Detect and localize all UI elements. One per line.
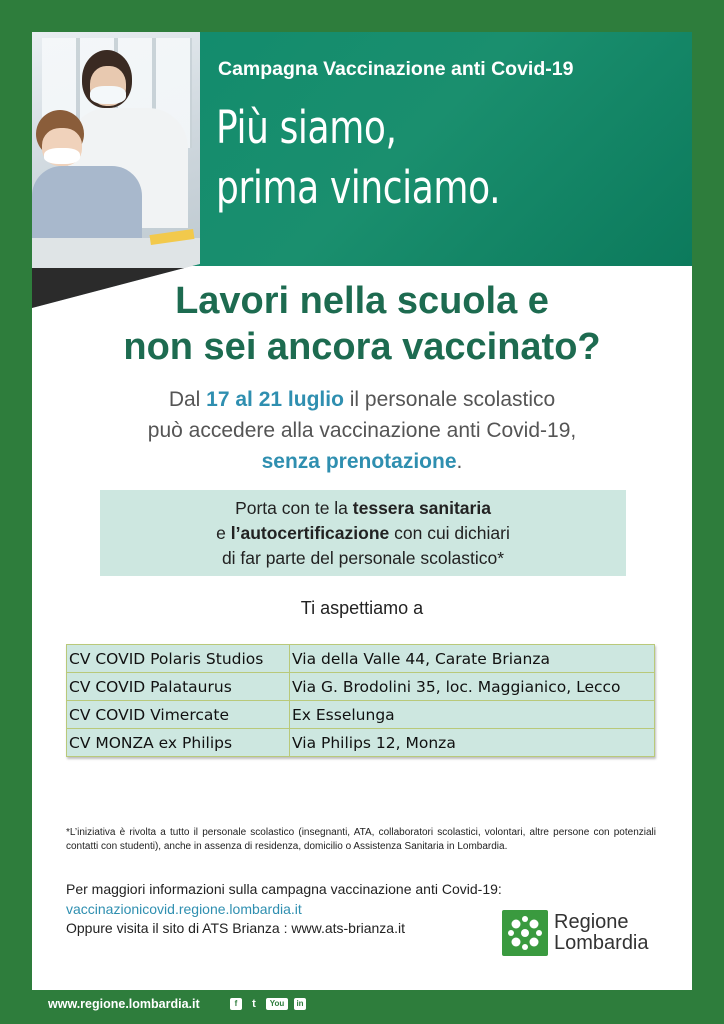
- slogan-line-2: prima vinciamo.: [216, 161, 501, 214]
- center-name: CV COVID Polaris Studios: [67, 645, 290, 673]
- center-name: CV MONZA ex Philips: [67, 729, 290, 757]
- slogan: [216, 98, 584, 218]
- logo-line-2: Lombardia: [554, 932, 649, 954]
- table-row: [67, 729, 655, 757]
- campaign-title: Campagna Vaccinazione anti Covid-19: [218, 58, 574, 80]
- campaign-link[interactable]: vaccinazionicovid.regione.lombardia.it: [66, 900, 302, 917]
- teacher-student-photo: [32, 32, 200, 308]
- dates-highlight: 17 al 21 luglio: [206, 388, 344, 411]
- documents-box: Porta con te la tessera sanitaria e l’autocertificazione con cui dichiari di far parte del personale scolastico*: [100, 490, 626, 576]
- youtube-icon[interactable]: You: [266, 998, 288, 1010]
- center-address: Via Philips 12, Monza: [290, 729, 655, 757]
- social-links: [230, 997, 306, 1011]
- center-address: Via della Valle 44, Carate Brianza: [290, 645, 655, 673]
- facebook-icon[interactable]: f: [230, 998, 242, 1010]
- slogan-line-1: Più siamo,: [216, 101, 397, 154]
- poster: [32, 32, 692, 990]
- center-address: Via G. Brodolini 35, loc. Maggianico, Lecco: [290, 673, 655, 701]
- regione-lombardia-logo: [502, 910, 672, 960]
- ats-link-text[interactable]: Oppure visita il sito di ATS Brianza : www.ats-brianza.it: [66, 920, 405, 936]
- table-row: [67, 673, 655, 701]
- linkedin-icon[interactable]: in: [294, 998, 306, 1010]
- no-booking-highlight: senza prenotazione: [261, 450, 457, 473]
- lombardia-rose-icon: [502, 910, 548, 956]
- table-row: [67, 701, 655, 729]
- headline-line-2: non sei ancora vaccinato?: [123, 326, 601, 368]
- center-name: CV COVID Vimercate: [67, 701, 290, 729]
- center-name: CV COVID Palataurus: [67, 673, 290, 701]
- main-headline: [32, 278, 692, 370]
- more-info: Per maggiori informazioni sulla campagna vaccinazione anti Covid-19: vaccinazionicovid.regione.lombardia.it Oppure visita il sito di ATS Brianza : www.ats-brianza.it: [66, 880, 526, 939]
- footnote: *L’iniziativa è rivolta a tutto il personale scolastico (insegnanti, ATA, collaboratori scolastici, volontari, altre persone con potenziali contatti con studenti), anche in assenza di residenza, domicilio o Assistenza Sanitaria in Lombardia.: [66, 827, 656, 852]
- vaccination-centers-table: [66, 644, 655, 757]
- intro-text: Dal 17 al 21 luglio il personale scolastico può accedere alla vaccinazione anti Covid-19, senza prenotazione.: [147, 388, 577, 473]
- twitter-icon[interactable]: t: [252, 998, 256, 1010]
- table-row: [67, 645, 655, 673]
- center-address: Ex Esselunga: [290, 701, 655, 729]
- headline-line-1: Lavori nella scuola e: [175, 280, 549, 322]
- logo-line-1: Regione: [554, 911, 629, 933]
- wait-label: Ti aspettiamo a: [300, 598, 424, 618]
- footer-website-link[interactable]: www.regione.lombardia.it: [48, 997, 200, 1011]
